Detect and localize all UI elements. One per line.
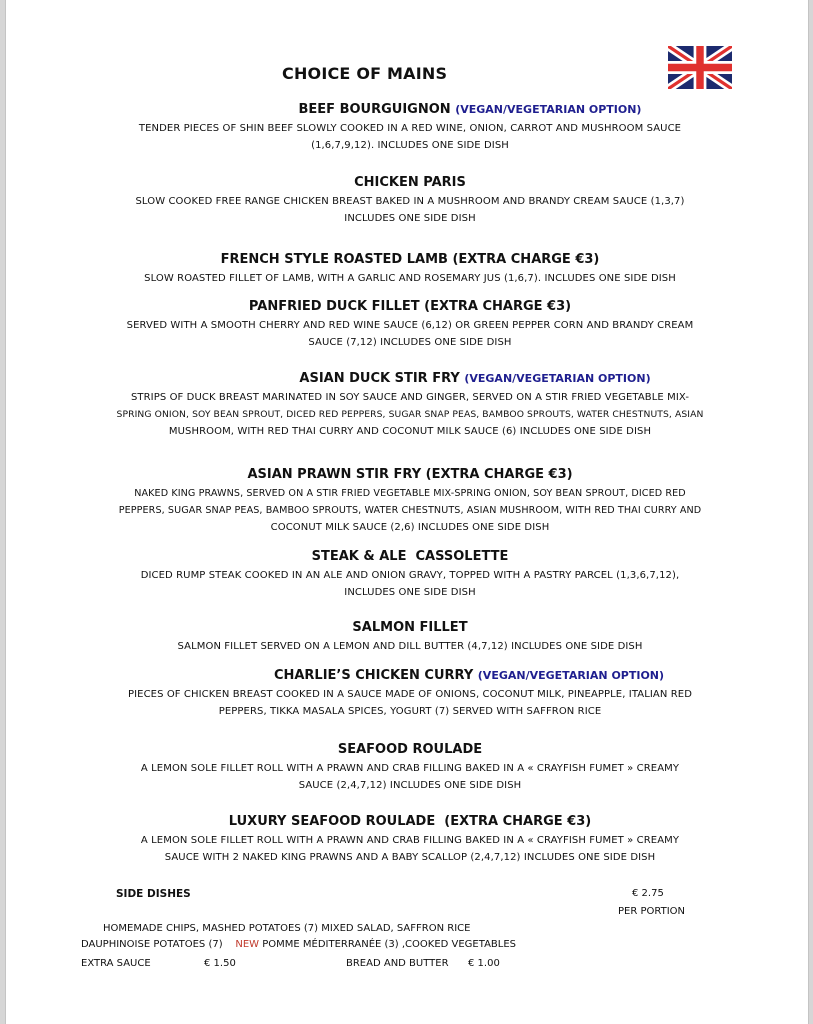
- dish-description: TENDER PIECES OF SHIN BEEF SLOWLY COOKED IN A RED WINE, ONION, CARROT AND MUSHROOM SAUCE (1,6,7,9,12). INCLUDES ONE SIDE DISH: [138, 123, 682, 151]
- dish-description: SLOW COOKED FREE RANGE CHICKEN BREAST BAKED IN A MUSHROOM AND BRANDY CREAM SAUCE (1,3,7) INCLUDES ONE SIDE DISH: [135, 196, 685, 224]
- dish-asian-prawn-stir-fry: [60, 466, 760, 536]
- dish-name: BEEF BOURGUIGNON (VEGAN/VEGETARIAN OPTION): [298, 102, 642, 117]
- dish-name: ASIAN DUCK STIR FRY (VEGAN/VEGETARIAN OPTION): [299, 371, 651, 386]
- dish-name: FRENCH STYLE ROASTED LAMB (EXTRA CHARGE €3): [220, 252, 600, 267]
- extra-sauce-price: € 1.50: [204, 958, 236, 969]
- dish-description: PIECES OF CHICKEN BREAST COOKED IN A SAUCE MADE OF ONIONS, COCONUT MILK, PINEAPPLE, ITALIAN RED PEPPERS, TIKKA MASALA SPICES, YOGURT (7) SERVED WITH SAFFRON RICE: [128, 689, 692, 717]
- dish-asian-duck-stir-fry: [60, 370, 760, 440]
- dish-name: CHICKEN PARIS: [354, 175, 466, 190]
- menu-page: [6, 0, 808, 1024]
- side-dishes-price: € 2.75: [632, 888, 664, 899]
- dish-chicken-paris: [60, 174, 760, 227]
- dish-beef-bourguignon: [60, 101, 760, 154]
- dish-description: A LEMON SOLE FILLET ROLL WITH A PRAWN AND CRAB FILLING BAKED IN A « CRAYFISH FUMET » CREAMY SAUCE WITH 2 NAKED KING PRAWNS AND A BABY SCALLOP (2,4,7,12) INCLUDES ONE SIDE DISH: [140, 835, 680, 863]
- dish-name: CHARLIE’S CHICKEN CURRY (VEGAN/VEGETARIAN OPTION): [273, 668, 665, 683]
- dish-french-roasted-lamb: [60, 251, 760, 287]
- dish-charlies-chicken-curry: [60, 667, 760, 720]
- dish-steak-ale-cassolette: [60, 548, 760, 601]
- dish-description: DICED RUMP STEAK COOKED IN AN ALE AND ONION GRAVY, TOPPED WITH A PASTRY PARCEL (1,3,6,7,12), INCLUDES ONE SIDE DISH: [140, 570, 680, 598]
- vegan-option-label: (VEGAN/VEGETARIAN OPTION): [477, 669, 665, 682]
- dish-salmon-fillet: [60, 619, 760, 655]
- dish-description: NAKED KING PRAWNS, SERVED ON A STIR FRIED VEGETABLE MIX-SPRING ONION, SOY BEAN SPROUT, DICED RED PEPPERS, SUGAR SNAP PEAS, BAMBOO SPROUTS, WATER CHESTNUTS, ASIAN MUSHROOM, WITH RED THAI CURRY AND COCONUT MILK SAUCE (2,6) INCLUDES ONE SIDE DISH: [118, 488, 702, 533]
- side-dishes-list-line-2: DAUPHINOISE POTATOES (7) NEW POMME MÉDITERRANÉE (3) ,COOKED VEGETABLES: [81, 939, 517, 950]
- side-dishes-title: SIDE DISHES: [116, 888, 191, 900]
- dish-description: SALMON FILLET SERVED ON A LEMON AND DILL BUTTER (4,7,12) INCLUDES ONE SIDE DISH: [177, 641, 643, 652]
- dish-luxury-seafood-roulade: [60, 813, 760, 866]
- bread-and-butter-price: € 1.00: [468, 958, 500, 969]
- new-badge: NEW: [235, 939, 260, 950]
- dish-name: LUXURY SEAFOOD ROULADE (EXTRA CHARGE €3): [228, 814, 592, 829]
- dish-description: A LEMON SOLE FILLET ROLL WITH A PRAWN AND CRAB FILLING BAKED IN A « CRAYFISH FUMET » CREAMY SAUCE (2,4,7,12) INCLUDES ONE SIDE DISH: [140, 763, 680, 791]
- vegan-option-label: (VEGAN/VEGETARIAN OPTION): [455, 103, 642, 116]
- dish-name: SEAFOOD ROULADE: [337, 742, 483, 757]
- dish-panfried-duck-fillet: [60, 298, 760, 351]
- union-jack-flag-icon: [668, 46, 732, 89]
- dish-name: PANFRIED DUCK FILLET (EXTRA CHARGE €3): [248, 299, 572, 314]
- extra-sauce-label: EXTRA SAUCE: [81, 958, 151, 969]
- dish-seafood-roulade: [60, 741, 760, 794]
- dish-description: SLOW ROASTED FILLET OF LAMB, WITH A GARLIC AND ROSEMARY JUS (1,6,7). INCLUDES ONE SIDE DISH: [144, 273, 676, 284]
- page-title: CHOICE OF MAINS: [282, 64, 448, 83]
- dish-description: SERVED WITH A SMOOTH CHERRY AND RED WINE SAUCE (6,12) OR GREEN PEPPER CORN AND BRANDY CREAM SAUCE (7,12) INCLUDES ONE SIDE DISH: [126, 320, 694, 348]
- vegan-option-label: (VEGAN/VEGETARIAN OPTION): [464, 372, 651, 385]
- page-edge-right: [808, 0, 813, 1024]
- dish-name: ASIAN PRAWN STIR FRY (EXTRA CHARGE €3): [247, 467, 573, 482]
- side-dishes-list-line-1: HOMEMADE CHIPS, MASHED POTATOES (7) MIXED SALAD, SAFFRON RICE: [103, 923, 471, 934]
- dish-name: SALMON FILLET: [352, 620, 468, 635]
- dish-description: STRIPS OF DUCK BREAST MARINATED IN SOY SAUCE AND GINGER, SERVED ON A STIR FRIED VEGETABLE MIX- SPRING ONION, SOY BEAN SPROUT, DICED RED PEPPERS, SUGAR SNAP PEAS, BAMBOO SPROUTS, WATER CHESTNUTS, ASIAN MUSHROOM, WITH RED THAI CURRY AND COCONUT MILK SAUCE (6) INCLUDES ONE SIDE DISH: [116, 392, 704, 437]
- dish-name: STEAK & ALE CASSOLETTE: [311, 549, 509, 564]
- bread-and-butter-label: BREAD AND BUTTER: [346, 958, 449, 969]
- side-dishes-price-unit: PER PORTION: [618, 906, 686, 917]
